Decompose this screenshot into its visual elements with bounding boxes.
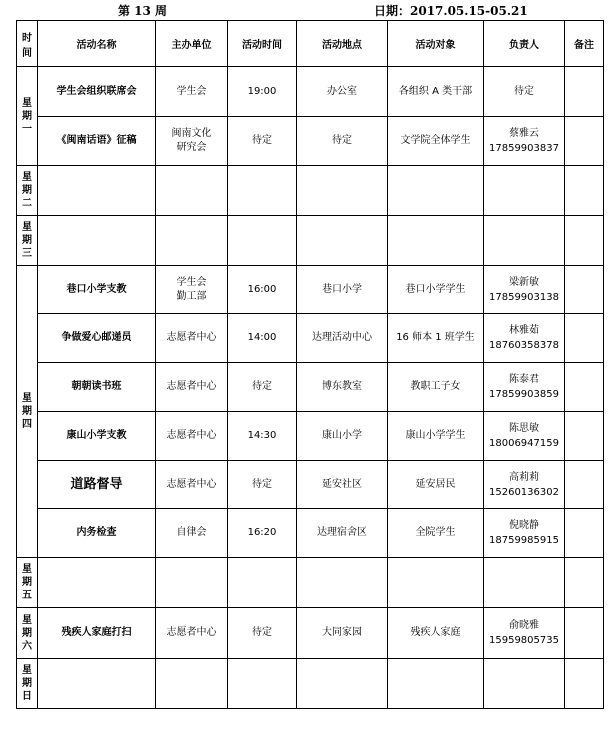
header-row xyxy=(17,21,604,67)
col-header-host: 主办单位 xyxy=(156,21,228,67)
activity-name: 内务检查 xyxy=(38,509,156,558)
col-header-time: 时间 xyxy=(17,21,38,67)
target: 康山小学学生 xyxy=(388,412,484,461)
host: 志愿者中心 xyxy=(156,608,228,659)
person: 俞晓雅 15959805735 xyxy=(484,608,565,659)
table-row xyxy=(17,659,604,709)
table-row xyxy=(17,166,604,216)
remark xyxy=(565,314,604,363)
activity-name: 朝朝读书班 xyxy=(38,363,156,412)
place: 办公室 xyxy=(297,67,388,117)
col-header-activity-time: 活动时间 xyxy=(228,21,297,67)
col-header-place: 活动地点 xyxy=(297,21,388,67)
remark xyxy=(565,608,604,659)
week-label: 第 13 周 xyxy=(118,4,168,18)
activity-time: 16:00 xyxy=(228,266,297,314)
remark xyxy=(565,558,604,608)
day-cell-wednesday: 星期三 xyxy=(17,216,38,266)
place: 待定 xyxy=(297,117,388,166)
target: 各组织 A 类干部 xyxy=(388,67,484,117)
col-header-person: 负责人 xyxy=(484,21,565,67)
activity-name xyxy=(38,166,156,216)
target: 16 师本 1 班学生 xyxy=(388,314,484,363)
place: 康山小学 xyxy=(297,412,388,461)
person xyxy=(484,166,565,216)
place xyxy=(297,216,388,266)
activity-name: 学生会组织联席会 xyxy=(38,67,156,117)
activity-time xyxy=(228,659,297,709)
host xyxy=(156,558,228,608)
remark xyxy=(565,266,604,314)
col-header-target: 活动对象 xyxy=(388,21,484,67)
host xyxy=(156,659,228,709)
remark xyxy=(565,166,604,216)
place: 延安社区 xyxy=(297,461,388,509)
place: 巷口小学 xyxy=(297,266,388,314)
weekly-schedule-table xyxy=(16,20,604,709)
table-row xyxy=(17,363,604,412)
person: 陈思敏 18006947159 xyxy=(484,412,565,461)
target xyxy=(388,558,484,608)
host: 学生会 xyxy=(156,67,228,117)
activity-time: 待定 xyxy=(228,461,297,509)
day-cell-saturday: 星期六 xyxy=(17,608,38,659)
person: 陈泰君 17859903859 xyxy=(484,363,565,412)
target: 全院学生 xyxy=(388,509,484,558)
person xyxy=(484,216,565,266)
page-header xyxy=(0,2,614,20)
col-header-activity-name: 活动名称 xyxy=(38,21,156,67)
activity-time: 14:00 xyxy=(228,314,297,363)
table-row xyxy=(17,216,604,266)
activity-name: 《闽南话语》征稿 xyxy=(38,117,156,166)
target xyxy=(388,216,484,266)
table-row xyxy=(17,558,604,608)
activity-time: 待定 xyxy=(228,363,297,412)
table-row xyxy=(17,461,604,509)
day-cell-tuesday: 星期二 xyxy=(17,166,38,216)
remark xyxy=(565,412,604,461)
table-row xyxy=(17,314,604,363)
date-range-label: 日期：2017.05.15-05.21 xyxy=(374,4,528,18)
target xyxy=(388,166,484,216)
person: 倪晓静 18759985915 xyxy=(484,509,565,558)
host: 志愿者中心 xyxy=(156,412,228,461)
activity-time: 待定 xyxy=(228,608,297,659)
remark xyxy=(565,216,604,266)
person: 蔡雅云 17859903837 xyxy=(484,117,565,166)
host: 闽南文化 研究会 xyxy=(156,117,228,166)
host xyxy=(156,166,228,216)
host xyxy=(156,216,228,266)
activity-name: 道路督导 xyxy=(38,461,156,509)
person xyxy=(484,558,565,608)
activity-name xyxy=(38,558,156,608)
target xyxy=(388,659,484,709)
activity-time: 16:20 xyxy=(228,509,297,558)
activity-time: 14:30 xyxy=(228,412,297,461)
target: 巷口小学学生 xyxy=(388,266,484,314)
activity-name: 巷口小学支教 xyxy=(38,266,156,314)
day-cell-monday: 星期一 xyxy=(17,67,38,166)
table-row xyxy=(17,509,604,558)
activity-time: 19:00 xyxy=(228,67,297,117)
remark xyxy=(565,67,604,117)
target: 教职工子女 xyxy=(388,363,484,412)
activity-name xyxy=(38,216,156,266)
day-cell-sunday: 星期日 xyxy=(17,659,38,709)
day-cell-friday: 星期五 xyxy=(17,558,38,608)
host: 学生会 勤工部 xyxy=(156,266,228,314)
place: 达理活动中心 xyxy=(297,314,388,363)
person: 待定 xyxy=(484,67,565,117)
place: 博东教室 xyxy=(297,363,388,412)
person: 林雅茹 18760358378 xyxy=(484,314,565,363)
activity-time: 待定 xyxy=(228,117,297,166)
activity-name: 争做爱心邮递员 xyxy=(38,314,156,363)
table-row xyxy=(17,608,604,659)
host: 志愿者中心 xyxy=(156,363,228,412)
remark xyxy=(565,509,604,558)
remark xyxy=(565,461,604,509)
place xyxy=(297,558,388,608)
target: 文学院全体学生 xyxy=(388,117,484,166)
host: 志愿者中心 xyxy=(156,461,228,509)
remark xyxy=(565,117,604,166)
remark xyxy=(565,659,604,709)
person: 梁新敏 17859903138 xyxy=(484,266,565,314)
activity-name: 康山小学支教 xyxy=(38,412,156,461)
table-row xyxy=(17,117,604,166)
place xyxy=(297,166,388,216)
day-cell-thursday: 星期四 xyxy=(17,266,38,558)
activity-time xyxy=(228,166,297,216)
host: 志愿者中心 xyxy=(156,314,228,363)
person xyxy=(484,659,565,709)
place: 达理宿舍区 xyxy=(297,509,388,558)
col-header-remark: 备注 xyxy=(565,21,604,67)
table-row xyxy=(17,67,604,117)
table-row xyxy=(17,412,604,461)
table-row xyxy=(17,266,604,314)
place: 大同家园 xyxy=(297,608,388,659)
activity-name xyxy=(38,659,156,709)
activity-name: 残疾人家庭打扫 xyxy=(38,608,156,659)
host: 自律会 xyxy=(156,509,228,558)
activity-time xyxy=(228,216,297,266)
target: 延安居民 xyxy=(388,461,484,509)
place xyxy=(297,659,388,709)
target: 残疾人家庭 xyxy=(388,608,484,659)
activity-time xyxy=(228,558,297,608)
person: 高莉莉 15260136302 xyxy=(484,461,565,509)
remark xyxy=(565,363,604,412)
